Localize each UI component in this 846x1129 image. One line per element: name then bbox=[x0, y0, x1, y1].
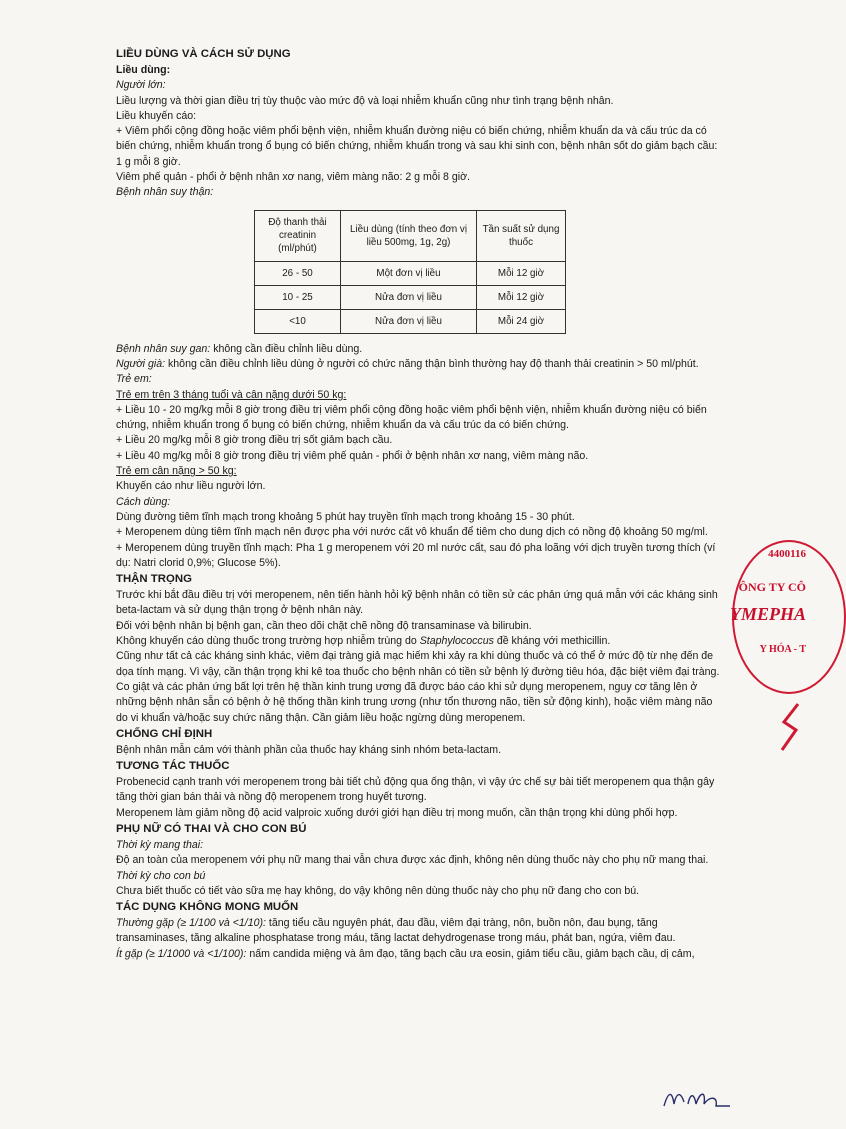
paragraph: + Meropenem dùng truyền tĩnh mạch: Pha 1 g meropenem với 20 ml nước cất, sau đó pha loãng với dịch truyền tương thích (ví dụ: Natri clorid 0,9%; Glucose 5%). bbox=[116, 541, 716, 569]
table-cell: Mỗi 24 giờ bbox=[477, 309, 566, 333]
paragraph: Dùng đường tiêm tĩnh mạch trong khoảng 5 phút hay truyền tĩnh mạch trong khoảng 15 - 30 phút. bbox=[116, 510, 575, 523]
table-cell: Nửa đơn vị liều bbox=[341, 309, 477, 333]
elderly-text: không cần điều chỉnh liều dùng ở người có chức năng thận bình thường hay độ thanh thải creatinin > 50 ml/phút. bbox=[165, 357, 699, 370]
pregnancy-label: Thời kỳ mang thai: bbox=[116, 838, 204, 851]
table-cell: 10 - 25 bbox=[255, 285, 341, 309]
paragraph bbox=[116, 947, 724, 962]
section-title-adverse-effects: TÁC DỤNG KHÔNG MONG MUỐN bbox=[116, 901, 299, 914]
section-title-dosage: LIỀU DÙNG VÀ CÁCH SỬ DỤNG bbox=[116, 48, 291, 60]
paragraph: Co giật và các phản ứng bất lợi trên hệ thần kinh trung ương đã được báo cáo khi sử dụng meropenem, nguy cơ tăng lên ở những bệnh nhân sẵn có bệnh ở hệ thống thần kinh trung ương (như tổn thương não, tiền sử động kinh), hoặc viêm màng não do vi khuẩn và/hoặc suy chức năng thận. Cần giảm liều hoặc ngừng dùng meropenem. bbox=[116, 680, 713, 724]
paragraph: Độ an toàn của meropenem với phụ nữ mang thai vẫn chưa được xác định, không nên dùng thuốc này cho phụ nữ mang thai. bbox=[116, 854, 709, 867]
table-row bbox=[255, 285, 566, 309]
paragraph: Chưa biết thuốc có tiết vào sữa mẹ hay không, do vậy không nên dùng thuốc này cho phụ nữ đang cho con bú. bbox=[116, 884, 640, 897]
elderly-label: Người già: bbox=[116, 357, 166, 370]
section-title-interactions: TƯƠNG TÁC THUỐC bbox=[116, 760, 230, 773]
paragraph: + Liều 10 - 20 mg/kg mỗi 8 giờ trong điều trị viêm phổi cộng đồng hoặc viêm phổi bệnh viện, nhiễm khuẩn đường niệu có biến chứng, nhiễm khuẩn trong ổ bụng có biến chứng, nhiễm khuẩn da và cấu trúc da có biến chứng. bbox=[116, 403, 707, 432]
stamp-text: YMEPHA bbox=[729, 604, 806, 624]
paragraph: + Liều 20 mg/kg mỗi 8 giờ trong điều trị sốt giảm bạch cầu. bbox=[116, 434, 393, 447]
ae-common-text: tăng tiểu cầu nguyên phát, đau đầu, viêm đại tràng, nôn, buồn nôn, đau bụng, tăng transaminases, tăng alkaline phosphatase trong máu, tăng lactat dehydrogenase trong máu, phát ban, ngứa, viêm đau. bbox=[116, 917, 676, 945]
paragraph: Meropenem làm giảm nồng độ acid valproic xuống dưới giới hạn điều trị mong muốn, cần thận trọng khi dùng phối hợp. bbox=[116, 806, 678, 819]
paragraph bbox=[116, 916, 724, 947]
stamp-text: ÔNG TY CÔ bbox=[738, 580, 806, 594]
stamp-text: Y HÓA - T bbox=[759, 644, 806, 655]
document-page bbox=[116, 46, 724, 962]
dose-heading: Liều dùng: bbox=[116, 64, 171, 76]
paragraph: Cũng như tất cả các kháng sinh khác, viêm đại tràng giả mạc hiếm khi xảy ra khi dùng thuốc và có thể ở mức độ từ nhẹ đến đe dọa tính mạng. Vì vậy, cần thận trọng khi kê toa thuốc cho bệnh nhân có tiền sử bệnh lý đường tiêu hóa, đặc biệt viêm đại tràng. bbox=[116, 650, 720, 678]
signature-icon bbox=[660, 1082, 740, 1114]
table-cell: 26 - 50 bbox=[255, 261, 341, 285]
paragraph: + Viêm phổi cộng đồng hoặc viêm phổi bệnh viện, nhiễm khuẩn đường niệu có biến chứng, nhiễm khuẩn da và cấu trúc da có biến chứng, nhiễm khuẩn trong ổ bụng có biến chứng, nhiễm khuẩn trong và sau khi sinh con, bệnh nhân sốt do giảm bạch cầu: 1 g mỗi 8 giờ. bbox=[116, 125, 718, 168]
section-title-pregnancy: PHỤ NỮ CÓ THAI VÀ CHO CON BÚ bbox=[116, 822, 307, 835]
paragraph: + Liều 40 mg/kg mỗi 8 giờ trong điều trị viêm phế quản - phổi ở bệnh nhân xơ nang, viêm màng não. bbox=[116, 449, 589, 462]
company-stamp bbox=[729, 540, 806, 690]
paragraph bbox=[116, 357, 724, 372]
ae-common-label: Thường gặp (≥ 1/100 và <1/10): bbox=[116, 917, 266, 930]
table-header-row bbox=[255, 210, 566, 261]
renal-dose-table bbox=[254, 210, 566, 334]
red-ink-mark-icon bbox=[770, 700, 800, 760]
text-run: đề kháng với methicillin. bbox=[493, 635, 611, 648]
children-subheading: Trẻ em trên 3 tháng tuổi và cân nặng dưới 50 kg: bbox=[116, 388, 347, 401]
table-header-cell: Liều dùng (tính theo đơn vị liều 500mg, 1g, 2g) bbox=[341, 210, 477, 261]
stamp-text: 4400116 bbox=[768, 548, 806, 560]
table-cell: Nửa đơn vị liều bbox=[341, 285, 477, 309]
renal-label: Bệnh nhân suy thận: bbox=[116, 186, 214, 199]
adults-label: Người lớn: bbox=[116, 79, 166, 92]
ae-uncommon-text: nấm candida miệng và âm đạo, tăng bạch cầu ưa eosin, giảm tiểu cầu, giảm bạch cầu, dị cảm, bbox=[246, 947, 695, 960]
paragraph bbox=[116, 342, 724, 357]
paragraph: Đối với bệnh nhân bị bệnh gan, cần theo dõi chặt chẽ nồng độ transaminase và bilirubin. bbox=[116, 619, 532, 632]
recommended-label: Liều khuyến cáo: bbox=[116, 109, 197, 122]
paragraph: Liều lượng và thời gian điều trị tùy thuộc vào mức độ và loại nhiễm khuẩn cũng như tình trạng bệnh nhân. bbox=[116, 94, 614, 107]
paragraph: Bệnh nhân mẫn cảm với thành phần của thuốc hay kháng sinh nhóm beta-lactam. bbox=[116, 743, 502, 756]
paragraph: + Meropenem dùng tiêm tĩnh mạch nên được pha với nước cất vô khuẩn để tiêm cho dung dịch có nồng độ khoảng 50 mg/ml. bbox=[116, 526, 708, 539]
lactation-label: Thời kỳ cho con bú bbox=[116, 869, 206, 882]
table-header-cell: Độ thanh thải creatinin (ml/phút) bbox=[255, 210, 341, 261]
section-title-caution: THẬN TRỌNG bbox=[116, 573, 192, 586]
staphylococcus-term: Staphylococcus bbox=[419, 635, 494, 648]
table-cell: Một đơn vị liều bbox=[341, 261, 477, 285]
table-cell: Mỗi 12 giờ bbox=[477, 285, 566, 309]
ae-uncommon-label: Ít gặp (≥ 1/1000 và <1/100): bbox=[116, 947, 247, 960]
paragraph: Trước khi bắt đầu điều trị với meropenem, nên tiến hành hỏi kỹ bệnh nhân có tiền sử các phản ứng quá mẫn với các kháng sinh beta-lactam và sử dụng thận trọng ở bệnh nhân này. bbox=[116, 589, 718, 617]
table-row bbox=[255, 309, 566, 333]
table-cell: <10 bbox=[255, 309, 341, 333]
hepatic-text: không cần điều chỉnh liều dùng. bbox=[210, 342, 363, 355]
text-run: Không khuyến cáo dùng thuốc trong trường hợp nhiễm trùng do bbox=[116, 635, 420, 648]
hepatic-label: Bệnh nhân suy gan: bbox=[116, 342, 211, 355]
paragraph: Viêm phế quản - phổi ở bệnh nhân xơ nang, viêm màng não: 2 g mỗi 8 giờ. bbox=[116, 171, 470, 184]
paragraph: Probenecid cạnh tranh với meropenem trong bài tiết chủ động qua ống thận, vì vậy ức chế sự bài tiết meropenem qua thận gây tăng thời gian bán thải và nồng độ meropenem trong huyết tương. bbox=[116, 776, 715, 804]
children-label: Trẻ em: bbox=[116, 373, 152, 386]
paragraph: Khuyến cáo như liều người lớn. bbox=[116, 480, 266, 493]
usage-label: Cách dùng: bbox=[116, 495, 171, 508]
section-title-contraindications: CHỐNG CHỈ ĐỊNH bbox=[116, 727, 213, 740]
children-subheading: Trẻ em cân nặng > 50 kg: bbox=[116, 465, 237, 478]
paragraph bbox=[116, 634, 724, 649]
table-cell: Mỗi 12 giờ bbox=[477, 261, 566, 285]
table-header-cell: Tần suất sử dụng thuốc bbox=[477, 210, 566, 261]
table-row bbox=[255, 261, 566, 285]
